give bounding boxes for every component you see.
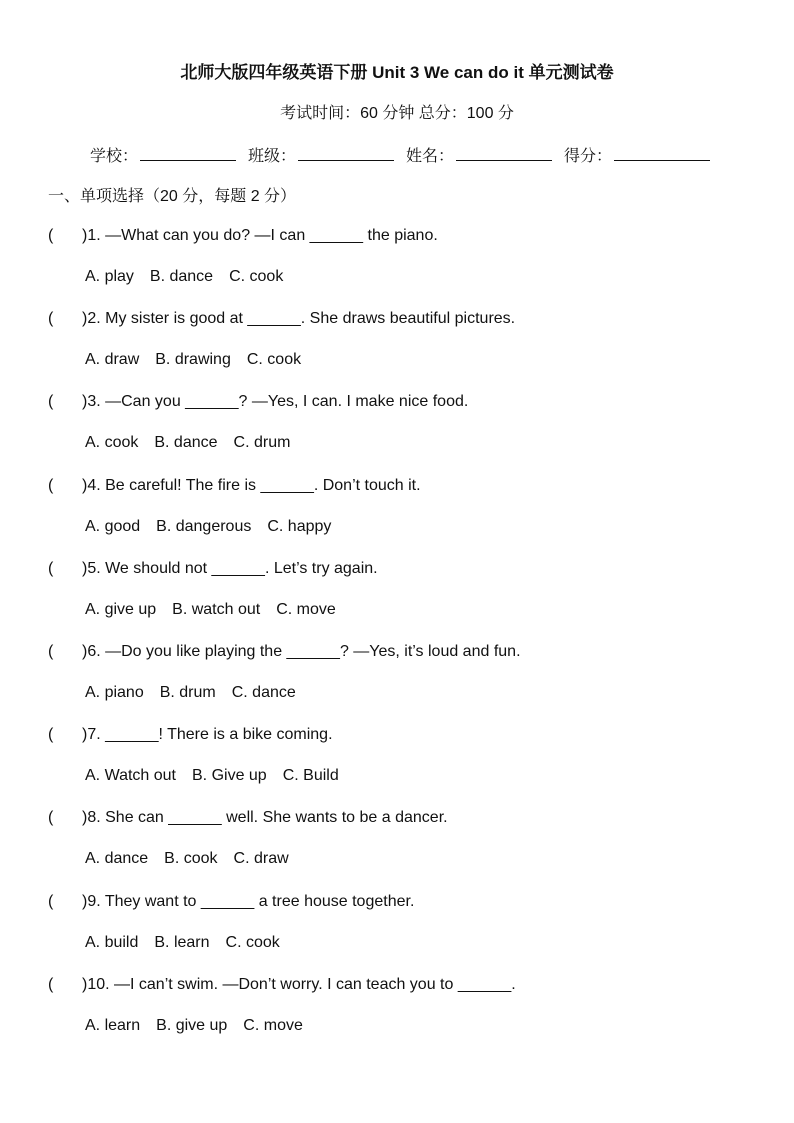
option-c[interactable]: C. drum bbox=[233, 434, 291, 452]
option-c[interactable]: C. move bbox=[243, 1016, 303, 1034]
question-line bbox=[48, 893, 414, 911]
option-a[interactable]: A. build bbox=[85, 933, 139, 951]
school-blank[interactable] bbox=[140, 146, 236, 161]
option-b[interactable]: B. learn bbox=[154, 933, 210, 951]
option-b[interactable]: B. dance bbox=[154, 434, 218, 452]
option-b[interactable]: B. dangerous bbox=[156, 517, 252, 535]
option-c[interactable]: C. happy bbox=[267, 517, 332, 535]
question-text: )1. —What can you do? —I can ______ the piano. bbox=[82, 227, 438, 244]
option-c[interactable]: C. draw bbox=[233, 850, 289, 868]
question-line bbox=[48, 477, 421, 495]
question-line bbox=[48, 560, 378, 578]
option-b[interactable]: B. watch out bbox=[172, 600, 261, 618]
answer-bracket[interactable]: ( bbox=[48, 809, 54, 827]
question-item bbox=[48, 809, 748, 892]
question-item bbox=[48, 726, 748, 809]
question-line bbox=[48, 393, 468, 411]
question-options bbox=[85, 268, 299, 286]
question-item bbox=[48, 227, 748, 310]
option-a[interactable]: A. learn bbox=[85, 1016, 141, 1034]
option-c[interactable]: C. Build bbox=[282, 767, 339, 785]
question-text: )3. —Can you ______? —Yes, I can. I make nice food. bbox=[82, 393, 469, 411]
exam-time-and-score: 考试时间：60 分钟 总分：100 分 bbox=[280, 105, 514, 122]
option-c[interactable]: C. cook bbox=[246, 351, 302, 369]
question-line bbox=[48, 976, 516, 994]
question-text: )5. We should not ______. Let’s try again. bbox=[82, 559, 378, 577]
question-options bbox=[85, 850, 305, 868]
option-c[interactable]: C. cook bbox=[229, 268, 284, 285]
answer-bracket[interactable]: ( bbox=[48, 227, 54, 244]
option-c[interactable]: C. move bbox=[276, 600, 336, 618]
question-item bbox=[48, 393, 748, 476]
option-a[interactable]: A. give up bbox=[85, 600, 157, 618]
question-text: )10. —I can’t swim. —Don’t worry. I can teach you to ______. bbox=[82, 975, 516, 993]
answer-bracket[interactable]: ( bbox=[48, 393, 54, 411]
option-b[interactable]: B. Give up bbox=[192, 767, 267, 785]
question-options bbox=[85, 518, 347, 536]
question-options bbox=[85, 434, 306, 452]
class-blank[interactable] bbox=[298, 146, 394, 161]
question-options bbox=[85, 1017, 319, 1035]
question-text: )8. She can ______ well. She wants to be a dancer. bbox=[82, 809, 448, 827]
answer-bracket[interactable]: ( bbox=[48, 559, 54, 577]
name-field[interactable] bbox=[406, 143, 552, 166]
question-text: )4. Be careful! The fire is ______. Don’t touch it. bbox=[82, 476, 421, 494]
question-line bbox=[48, 809, 448, 827]
question-text: )6. —Do you like playing the ______? —Yes, it’s loud and fun. bbox=[82, 643, 521, 660]
question-text: )7. ______! There is a bike coming. bbox=[82, 726, 333, 744]
question-options bbox=[85, 934, 296, 952]
answer-bracket[interactable]: ( bbox=[48, 726, 54, 744]
question-item bbox=[48, 643, 748, 726]
question-item bbox=[48, 310, 748, 393]
section-title: 一、单项选择（20 分，每题 2 分） bbox=[48, 188, 297, 205]
question-text: )9. They want to ______ a tree house together. bbox=[82, 892, 415, 910]
question-line bbox=[48, 227, 438, 245]
answer-bracket[interactable]: ( bbox=[48, 310, 54, 328]
question-item bbox=[48, 477, 748, 560]
answer-bracket[interactable]: ( bbox=[48, 476, 54, 494]
question-options bbox=[85, 684, 312, 702]
question-options bbox=[85, 601, 352, 619]
school-field[interactable] bbox=[90, 143, 236, 166]
option-b[interactable]: B. drum bbox=[159, 684, 216, 701]
question-options bbox=[85, 351, 317, 369]
school-label: 学校： bbox=[90, 148, 139, 165]
option-a[interactable]: A. cook bbox=[85, 434, 139, 452]
class-label: 班级： bbox=[248, 148, 297, 165]
option-c[interactable]: C. cook bbox=[225, 933, 280, 951]
question-line bbox=[48, 643, 521, 661]
answer-bracket[interactable]: ( bbox=[48, 892, 54, 910]
answer-bracket[interactable]: ( bbox=[48, 975, 54, 993]
name-label: 姓名： bbox=[406, 148, 455, 165]
option-a[interactable]: A. good bbox=[85, 517, 141, 535]
question-item bbox=[48, 560, 748, 643]
option-a[interactable]: A. Watch out bbox=[85, 767, 176, 785]
question-item bbox=[48, 893, 748, 976]
question-options bbox=[85, 767, 355, 785]
option-b[interactable]: B. give up bbox=[156, 1016, 228, 1034]
score-field[interactable] bbox=[564, 143, 710, 166]
question-item bbox=[48, 976, 748, 1059]
name-blank[interactable] bbox=[456, 146, 552, 161]
question-text: )2. My sister is good at ______. She draws beautiful pictures. bbox=[82, 310, 516, 328]
option-b[interactable]: B. dance bbox=[149, 268, 214, 285]
score-blank[interactable] bbox=[614, 146, 710, 161]
option-a[interactable]: A. piano bbox=[85, 684, 144, 701]
option-b[interactable]: B. cook bbox=[164, 850, 218, 868]
option-a[interactable]: A. draw bbox=[85, 351, 140, 369]
score-label: 得分： bbox=[564, 148, 613, 165]
class-field[interactable] bbox=[248, 143, 394, 166]
page-title: 北师大版四年级英语下册 Unit 3 We can do it 单元测试卷 bbox=[180, 63, 614, 82]
answer-bracket[interactable]: ( bbox=[48, 643, 54, 660]
option-a[interactable]: A. dance bbox=[85, 850, 149, 868]
student-info-row bbox=[90, 143, 730, 166]
option-a[interactable]: A. play bbox=[85, 268, 134, 285]
option-c[interactable]: C. dance bbox=[231, 684, 296, 701]
option-b[interactable]: B. drawing bbox=[155, 351, 231, 369]
question-line bbox=[48, 310, 515, 328]
question-line bbox=[48, 726, 333, 744]
